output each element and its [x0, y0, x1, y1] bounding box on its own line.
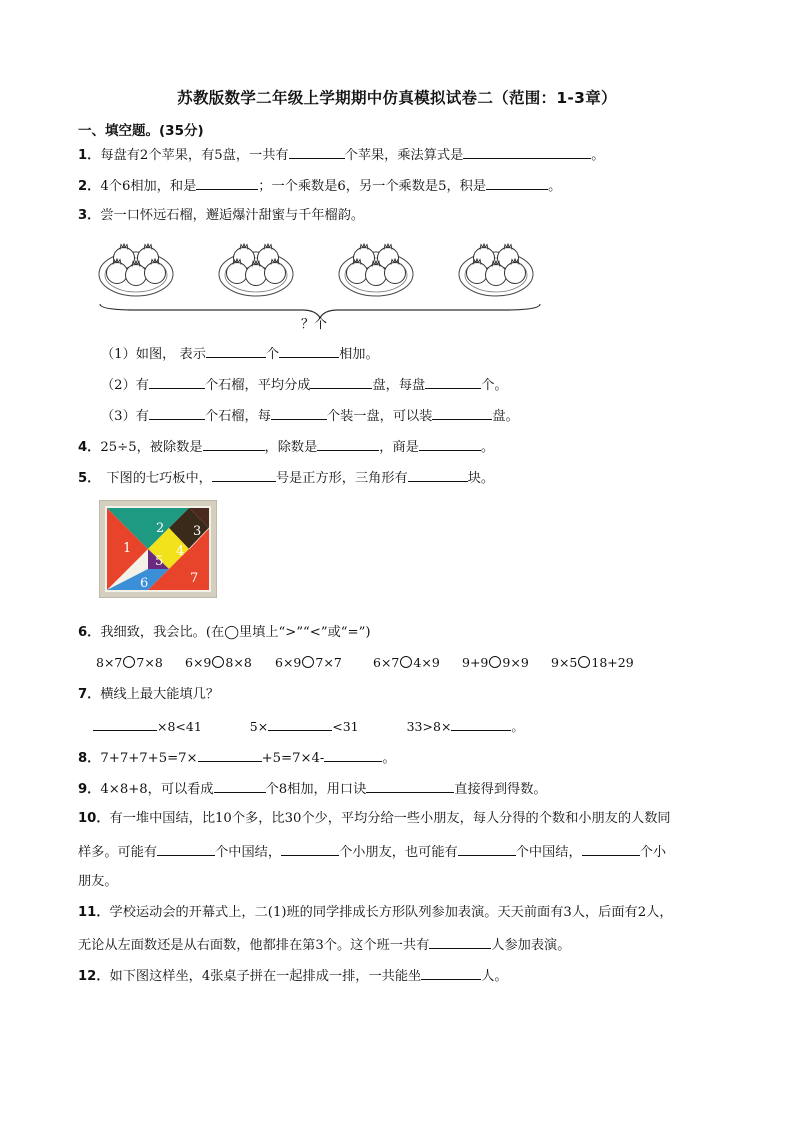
tangram-label: 2	[156, 521, 165, 536]
figure-label: ？个	[301, 317, 328, 332]
answer-blank[interactable]	[279, 344, 339, 358]
pomegranate-icon	[366, 265, 387, 286]
question-8: 8．7+7+7+5=7× +5=7×4- 。	[78, 748, 396, 768]
answer-blank[interactable]	[421, 966, 481, 980]
answer-blank[interactable]	[203, 437, 265, 451]
tangram-label: 6	[140, 576, 149, 591]
question-2: 2．4个6相加，和是 ；一个乘数是6，另一个乘数是5，积是 。	[78, 176, 561, 196]
question-3-part-1: （1）如图， 表示 个 相加。	[101, 344, 379, 364]
question-10-line-2: 样多。可能有 个中国结， 个小朋友，也可能有 个中国结， 个小	[78, 842, 666, 862]
answer-blank[interactable]	[268, 717, 332, 731]
answer-blank[interactable]	[214, 779, 266, 793]
compare-item: 9×5 18+29	[551, 655, 634, 670]
answer-blank[interactable]	[149, 406, 205, 420]
tangram-label: 5	[155, 554, 164, 569]
answer-blank[interactable]	[149, 375, 205, 389]
tangram-label: 1	[123, 541, 132, 556]
answer-blank[interactable]	[157, 842, 215, 856]
question-9: 9．4×8+8，可以看成 个8相加，用口诀 直接得到得数。	[78, 779, 547, 799]
pomegranate-icon	[505, 263, 526, 284]
answer-blank[interactable]	[582, 842, 640, 856]
compare-item: 9+9 9×9	[462, 655, 529, 670]
pomegranate-icon	[126, 265, 147, 286]
question-3: 3．尝一口怀远石榴，邂逅爆汁甜蜜与千年榴韵。	[78, 208, 365, 223]
answer-blank[interactable]	[419, 437, 481, 451]
question-10-line-3: 朋友。	[78, 874, 118, 889]
pomegranate-icon	[385, 263, 406, 284]
question-1: 1．每盘有2个苹果，有5盘，一共有 个苹果，乘法算式是 。	[78, 145, 604, 165]
answer-blank[interactable]	[317, 437, 379, 451]
question-7: 7．横线上最大能填几？	[78, 687, 220, 702]
pomegranate-icon	[107, 263, 128, 284]
question-11-line-2: 无论从左面数还是从右面数，他都排在第3个。这个班一共有 人参加表演。	[78, 935, 570, 955]
answer-blank[interactable]	[212, 468, 276, 482]
compare-circle[interactable]	[578, 656, 590, 668]
answer-blank[interactable]	[463, 145, 591, 159]
answer-blank[interactable]	[451, 717, 511, 731]
brace	[100, 304, 540, 318]
question-3-part-2: （2）有 个石榴，平均分成 盘，每盘 个。	[101, 375, 508, 395]
answer-blank[interactable]	[366, 779, 454, 793]
question-5: 5． 下图的七巧板中， 号是正方形，三角形有 块。	[78, 468, 494, 488]
plate-of-pomegranates	[99, 244, 173, 297]
answer-blank[interactable]	[324, 748, 382, 762]
answer-blank[interactable]	[281, 842, 339, 856]
answer-blank[interactable]	[206, 344, 266, 358]
compare-item: 8×7 7×8	[96, 655, 163, 670]
answer-blank[interactable]	[458, 842, 516, 856]
plate-of-pomegranates	[219, 244, 293, 297]
answer-blank[interactable]	[198, 748, 262, 762]
tangram-label: 7	[190, 571, 199, 586]
pomegranate-plates-figure	[96, 238, 546, 334]
pomegranate-icon	[265, 263, 286, 284]
compare-circle[interactable]	[400, 656, 412, 668]
compare-circle[interactable]	[302, 656, 314, 668]
answer-blank[interactable]	[310, 375, 372, 389]
question-6: 6．我细致，我会比。(在◯里填上“>”“<”或“=”)	[78, 625, 371, 640]
question-3-part-3: （3）有 个石榴，每 个装一盘，可以装 盘。	[101, 406, 519, 426]
answer-blank[interactable]	[271, 406, 327, 420]
plate-of-pomegranates	[339, 244, 413, 297]
answer-blank[interactable]	[425, 375, 481, 389]
answer-blank[interactable]	[93, 717, 157, 731]
pomegranate-icon	[227, 263, 248, 284]
compare-circle[interactable]	[212, 656, 224, 668]
pomegranate-icon	[246, 265, 267, 286]
question-11: 11．学校运动会的开幕式上，二(1)班的同学排成长方形队列参加表演。天天前面有3人，后面有2人，	[78, 905, 673, 920]
tangram-label: 4	[176, 544, 185, 559]
pomegranate-icon	[486, 265, 507, 286]
pomegranate-icon	[347, 263, 368, 284]
question-7-exprs: ×8<41 5× <31 33>8× 。	[93, 717, 524, 736]
answer-blank[interactable]	[196, 176, 258, 190]
section-heading: 一、填空题。(35分)	[78, 123, 204, 139]
plate-of-pomegranates	[459, 244, 533, 297]
answer-blank[interactable]	[408, 468, 468, 482]
page-title: 苏教版数学二年级上学期期中仿真模拟试卷二（范围：1-3章）	[177, 89, 617, 107]
pomegranate-icon	[467, 263, 488, 284]
compare-item: 6×9 8×8	[185, 655, 252, 670]
compare-circle[interactable]	[123, 656, 135, 668]
answer-blank[interactable]	[486, 176, 548, 190]
question-10: 10．有一堆中国结，比10个多，比30个少，平均分给一些小朋友，每人分得的个数和小朋友的人数同	[78, 811, 671, 826]
answer-blank[interactable]	[432, 406, 492, 420]
tangram-figure	[99, 500, 217, 598]
question-4: 4．25÷5，被除数是 ，除数是 ，商是 。	[78, 437, 494, 457]
compare-item: 6×9 7×7	[275, 655, 342, 670]
answer-blank[interactable]	[429, 935, 491, 949]
tangram-label: 3	[193, 524, 202, 539]
compare-circle[interactable]	[489, 656, 501, 668]
question-12: 12．如下图这样坐，4张桌子拼在一起排成一排，一共能坐 人。	[78, 966, 508, 986]
pomegranate-icon	[145, 263, 166, 284]
compare-item: 6×7 4×9	[373, 655, 440, 670]
answer-blank[interactable]	[289, 145, 345, 159]
